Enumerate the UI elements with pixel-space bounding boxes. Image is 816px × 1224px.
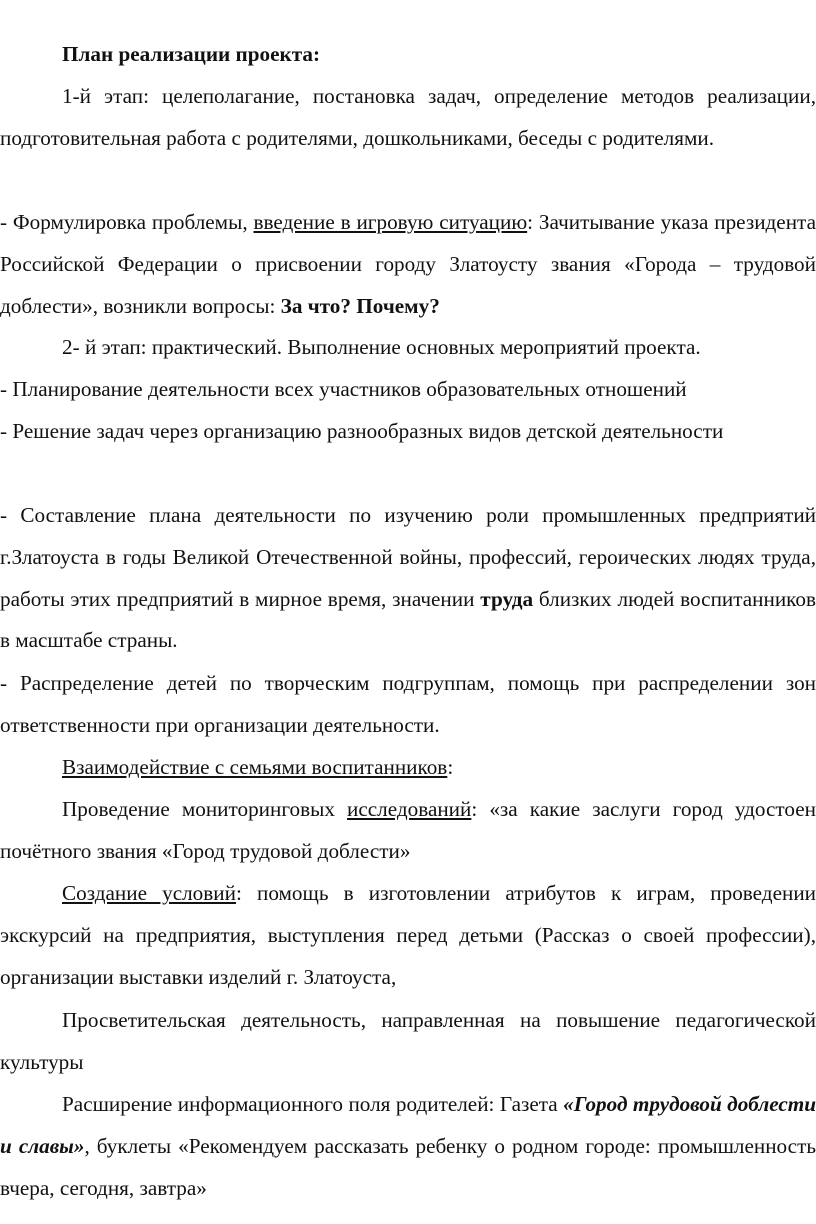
problem-mid: : Зачитывание указа президента Российской Федерации о присвоении городу Златоусту звания «Города – трудовой доблести», возникли вопросы: bbox=[0, 210, 816, 318]
paragraph-monitoring bbox=[0, 789, 816, 873]
paragraph-families bbox=[0, 747, 816, 789]
paragraph-plan bbox=[0, 495, 816, 662]
paragraph-planning: - Планирование деятельности всех участников образовательных отношений bbox=[0, 377, 687, 401]
paragraph-stage2: 2- й этап: практический. Выполнение основных мероприятий проекта. bbox=[62, 335, 701, 359]
doc-title bbox=[0, 34, 816, 76]
monitoring-tail: : «за какие заслуги город удостоен почётного звания «Город трудовой доблести» bbox=[0, 797, 816, 863]
info-lead: Расширение информационного поля родителей: Газета bbox=[62, 1092, 564, 1116]
monitoring-lead: Проведение мониторинговых bbox=[62, 797, 347, 821]
paragraph-info bbox=[0, 1084, 816, 1209]
plan-tail: близких людей воспитанников в масштабе страны. bbox=[0, 586, 816, 653]
families-tail: : bbox=[447, 755, 454, 779]
plan-lead: - Составление плана деятельности по изучению роли промышленных предприятий г.Златоуста в годы Великой Отечественной войны, профессий, героических людях труда, работы этих предприятий в мирное время, значении bbox=[0, 503, 816, 611]
paragraph-education: Просветительская деятельность, направленная на повышение педагогической культуры bbox=[0, 1008, 816, 1074]
conditions-underline: Создание условий bbox=[62, 881, 236, 905]
doc-title-text: План реализации проекта: bbox=[62, 42, 321, 66]
families-underline: Взаимодействие с семьями воспитанников bbox=[62, 755, 448, 779]
problem-underline: введение в игровую ситуацию bbox=[253, 210, 528, 234]
info-bold-italic: «Город трудовой доблести и славы» bbox=[0, 1092, 816, 1158]
monitoring-underline: исследований bbox=[347, 797, 472, 821]
info-tail: , буклеты «Рекомендуем рассказать ребенку о родном городе: промышленность вчера, сегодня, завтра» bbox=[0, 1133, 816, 1200]
paragraph-problem bbox=[0, 202, 816, 327]
conditions-tail: : помощь в изготовлении атрибутов к играм, проведении экскурсий на предприятия, выступления перед детьми (Рассказ о своей профессии), организации выставки изделий г. Златоуста, bbox=[0, 881, 816, 989]
paragraph-tasks: - Решение задач через организацию разнообразных видов детской деятельности bbox=[0, 419, 724, 443]
problem-bold: За что? Почему? bbox=[280, 293, 440, 318]
paragraph-distribution: - Распределение детей по творческим подгруппам, помощь при распределении зон ответственности при организации деятельности. bbox=[0, 671, 816, 737]
paragraph-conditions bbox=[0, 873, 816, 998]
paragraph-stage1: 1-й этап: целеполагание, постановка задач, определение методов реализации, подготовительная работа с родителями, дошкольниками, беседы с родителями. bbox=[0, 84, 816, 150]
plan-bold: труда bbox=[480, 586, 534, 611]
problem-lead: - Формулировка проблемы, bbox=[0, 210, 254, 234]
